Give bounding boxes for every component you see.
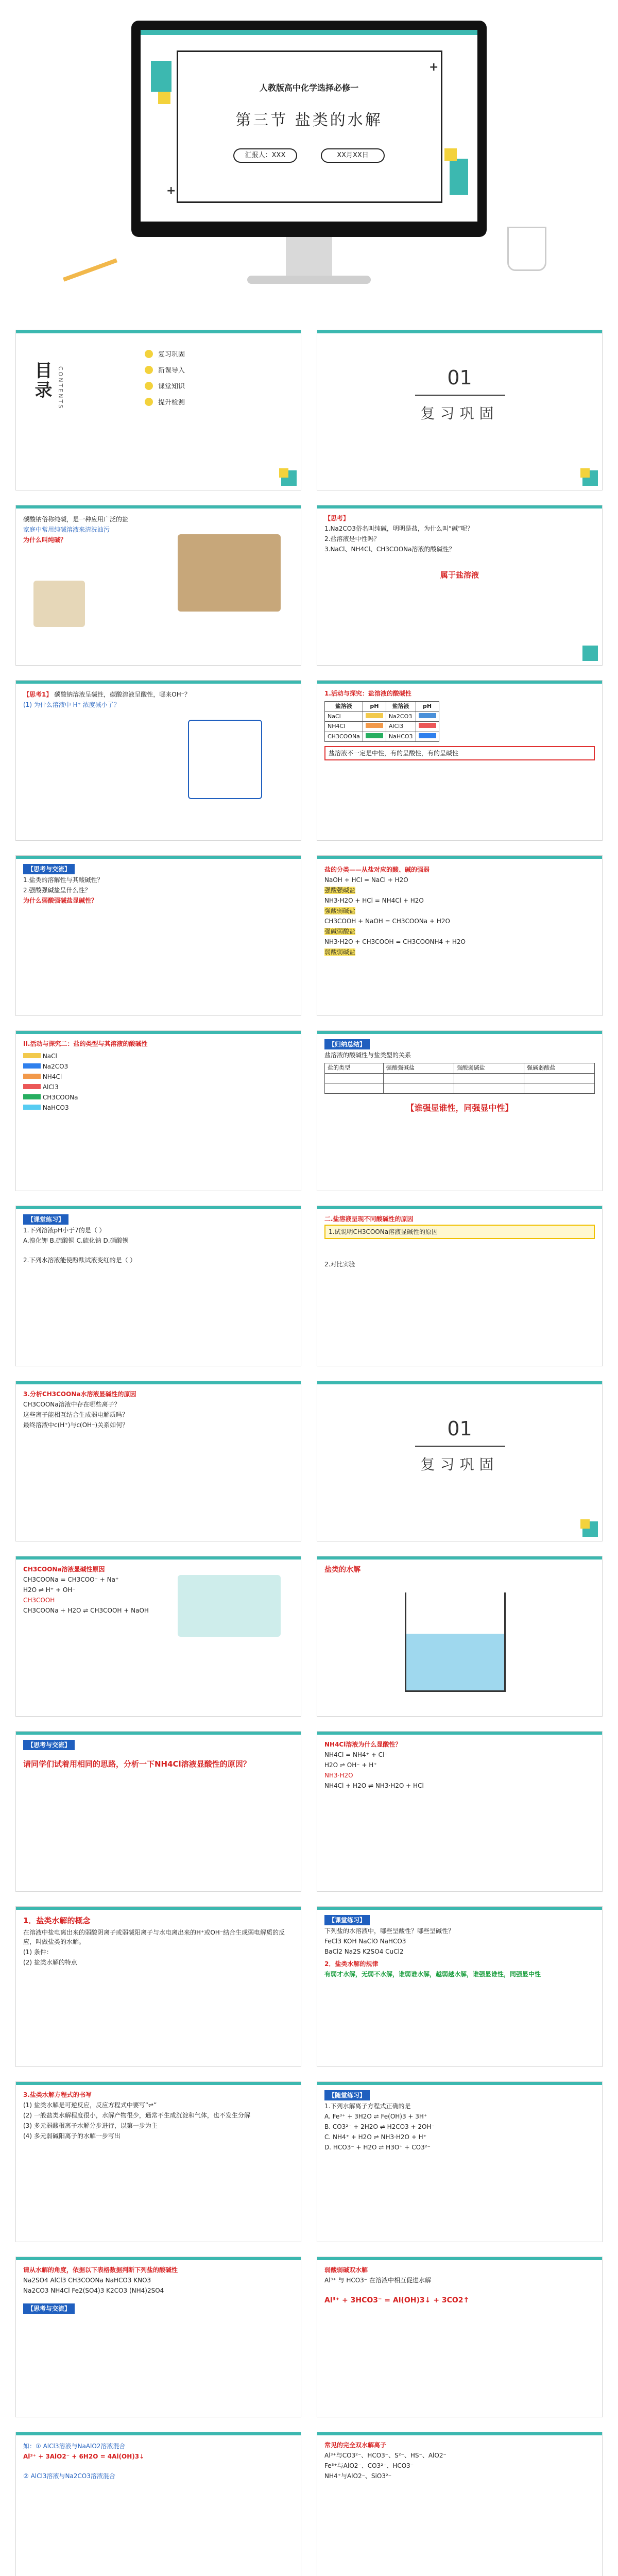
- slide-equations: 3.盐类水解方程式的书写 (1) 盐类水解是可逆反应，反应方程式中要写“⇌” (2) 一般盐类水解程度很小，水解产物很少，通常不生成沉淀和气体，也不发生分解 (3) 多元弱酸根离子水解分步进行，以第一步为主 (4) 多元弱碱阳离子的水解一步写出: [15, 2081, 301, 2242]
- toc-item: 复习巩固: [145, 349, 185, 359]
- diagram-box: [188, 720, 262, 799]
- coffee-mug: [507, 227, 546, 271]
- slide-classify: 盐的分类——从盐对应的酸、碱的强弱 NaOH + HCl = NaCl + H2O 强酸强碱盐 NH3·H2O + HCl = NH4Cl + H2O 强酸弱碱盐 CH3COOH + NaOH = CH3COONa + H2O 强碱弱酸盐 NH3·H2O + CH3COOH = CH3COONH4 + H2O 弱酸弱碱盐: [317, 855, 603, 1016]
- slide-practice1: 【课堂练习】 1.下列溶液pH小于7的是（ ） A.溴化钾 B.硫酸铜 C.硫化钠 D.硝酸钡 2.下列水溶液能使酚酞试液变红的是（ ）: [15, 1206, 301, 1366]
- slide-nh4cl: NH4Cl溶液为什么显酸性？ NH4Cl = NH4⁺ + Cl⁻ H2O ⇌ OH⁻ + H⁺ NH3·H2O NH4Cl + H2O ⇌ NH3·H2O + HCl: [317, 1731, 603, 1892]
- toc-item: 新课导入: [145, 365, 185, 375]
- slide-section-2: [317, 1381, 603, 1541]
- section-title: 复习巩固: [420, 405, 499, 422]
- slide-think1: 【思考1】 碳酸钠溶液呈碱性，碳酸溶液呈酸性，哪来OH⁻？ (1) 为什么溶液中 H⁺ 浓度减小了？: [15, 680, 301, 841]
- slide-ch3coona: CH3COONa溶液显碱性原因 CH3COONa = CH3COO⁻ + Na⁺ H2O ⇌ H⁺ + OH⁻ CH3COOH CH3COONa + H2O ⇌ CH3COOH + NaOH: [15, 1556, 301, 1717]
- toc-list: [145, 349, 185, 413]
- cover-slide: + + 人教版高中化学选择必修一 第三节 盐类的水解 汇报人：XXX XX月XX日: [141, 30, 477, 222]
- summary-table: 盐的类型 强酸强碱盐 强酸弱碱盐 强碱弱酸盐: [324, 1063, 595, 1094]
- slide-summary: 【归纳总结】 盐溶液的酸碱性与盐类型的关系 盐的类型 强酸强碱盐 强酸弱碱盐 强碱弱酸盐 【谁强显谁性，同强显中性】: [317, 1030, 603, 1191]
- toc-item: 提升检测: [145, 397, 185, 406]
- section-number: 01: [447, 366, 472, 389]
- toc-title: 目录: [31, 361, 52, 400]
- slide-practice3: 【随堂练习】 1.下列水解离子方程式正确的是 A. Fe³⁺ + 3H2O ⇌ Fe(OH)3 + 3H⁺ B. CO3²⁻ + 2H2O ⇌ H2CO3 + 2OH⁻ C. NH4⁺ + H2O ⇌ NH3·H2O + H⁺ D. HCO3⁻ + H2O ⇌ H3O⁺ + CO3²⁻: [317, 2081, 603, 2242]
- slide-examples: 如：① AlCl3溶液与NaAlO2溶液混合 Al³⁺ + 3AlO2⁻ + 6H2O = 4Al(OH)3↓ ② AlCl3溶液与Na2CO3溶液混合: [15, 2432, 301, 2576]
- monitor-stand: [286, 237, 332, 278]
- cover-subtitle: 人教版高中化学选择必修一: [259, 83, 358, 93]
- slide-analyze: 3.分析CH3COONa水溶液显碱性的原因 CH3COONa溶液中存在哪些离子？ 这些离子能相互结合生成弱电解质吗？ 最终溶液中c(H⁺)与c(OH⁻)关系如何？: [15, 1381, 301, 1541]
- note-box: [178, 1575, 281, 1637]
- slide-activity1: 1.活动与探究：盐溶液的酸碱性 盐溶液 pH 盐溶液 pH NaCl Na2CO3 NH4Cl AlCl3 CH3COONa NaHCO3 盐溶液不一定是中性，有的呈酸性，有的呈碱性: [317, 680, 603, 841]
- slide-exchange: 【思考与交流】 1.盐类的溶解性与其酸碱性？ 2.强酸强碱盐呈什么性？ 为什么弱酸强碱盐显碱性？: [15, 855, 301, 1016]
- slide-practice2: 【课堂练习】 下列盐的水溶液中，哪些呈酸性？哪些呈碱性？ FeCl3 KOH NaClO NaHCO3 BaCl2 Na2S K2SO4 CuCl2 2．盐类水解的规律 有弱才水解，无弱不水解，谁弱谁水解，越弱越水解，谁强显谁性，同强显中性: [317, 1906, 603, 2067]
- slide-concept: 1．盐类水解的概念 在溶液中盐电离出来的弱酸阴离子或弱碱阳离子与水电离出来的H⁺或OH⁻结合生成弱电解质的反应，叫做盐类的水解。 (1) 条件： (2) 盐类水解的特点: [15, 1906, 301, 2067]
- monitor-base: [247, 276, 371, 284]
- monitor-frame: [131, 21, 487, 237]
- slide-toc: [15, 330, 301, 490]
- slide-intro: 碳酸钠俗称纯碱，是一种应用广泛的盐 家庭中常用纯碱溶液来清洗油污 为什么叫纯碱？: [15, 505, 301, 666]
- slide-hydrolysis: 盐类的水解: [317, 1556, 603, 1717]
- pencil: [63, 258, 117, 281]
- beaker: [405, 1592, 506, 1692]
- hero-cover: [0, 0, 618, 314]
- section-number: 01: [447, 1417, 472, 1440]
- slide-section-1: [317, 330, 603, 490]
- slide-reason: 二.盐溶液呈现不同酸碱性的原因 1.试说明CH3COONa溶液显碱性的原因 2.对比实验: [317, 1206, 603, 1366]
- section-title: 复习巩固: [420, 1456, 499, 1473]
- cover-date: XX月XX日: [321, 148, 385, 163]
- photo-placeholder: [33, 581, 85, 627]
- slide-think-exchange: 【思考与交流】 请同学们试着用相同的思路，分析一下NH4Cl溶液显酸性的原因？: [15, 1731, 301, 1892]
- cover-title: 第三节 盐类的水解: [235, 111, 383, 129]
- slide-common-ions: 常见的完全双水解离子 Al³⁺与CO3²⁻、HCO3⁻、S²⁻、HS⁻、AlO2⁻ Fe³⁺与AlO2⁻、CO3²⁻、HCO3⁻ NH4⁺与AlO2⁻、SiO3²⁻: [317, 2432, 603, 2576]
- cover-reporter: 汇报人：XXX: [233, 148, 297, 163]
- toc-item: 课堂知识: [145, 381, 185, 391]
- toc-en: CONTENTS: [57, 366, 64, 410]
- photo-placeholder: [178, 534, 281, 612]
- ph-table: 盐溶液 pH 盐溶液 pH NaCl Na2CO3 NH4Cl AlCl3 CH3COONa NaHCO3: [324, 701, 439, 742]
- slide-double-hydrolysis: 弱酸弱碱双水解 Al³⁺ 与 HCO3⁻ 在溶液中相互促进水解 Al³⁺ + 3HCO3⁻ = Al(OH)3↓ + 3CO2↑: [317, 2257, 603, 2417]
- slide-activity2: II.活动与探究二：盐的类型与其溶液的酸碱性 NaCl Na2CO3 NH4Cl AlCl3 CH3COONa NaHCO3: [15, 1030, 301, 1191]
- slide-judge: 请从水解的角度，依据以下表格数据判断下列盐的酸碱性 Na2SO4 AlCl3 CH3COONa NaHCO3 KNO3 Na2CO3 NH4Cl Fe2(SO4)3 K2CO3 (NH4)2SO4 【思考与交流】: [15, 2257, 301, 2417]
- slide-think: 【思考】 1.Na2CO3俗名叫纯碱，明明是盐，为什么叫“碱”呢？ 2.盐溶液是中性吗？ 3.NaCl、NH4Cl、CH3COONa溶液的酸碱性？ 属于盐溶液: [317, 505, 603, 666]
